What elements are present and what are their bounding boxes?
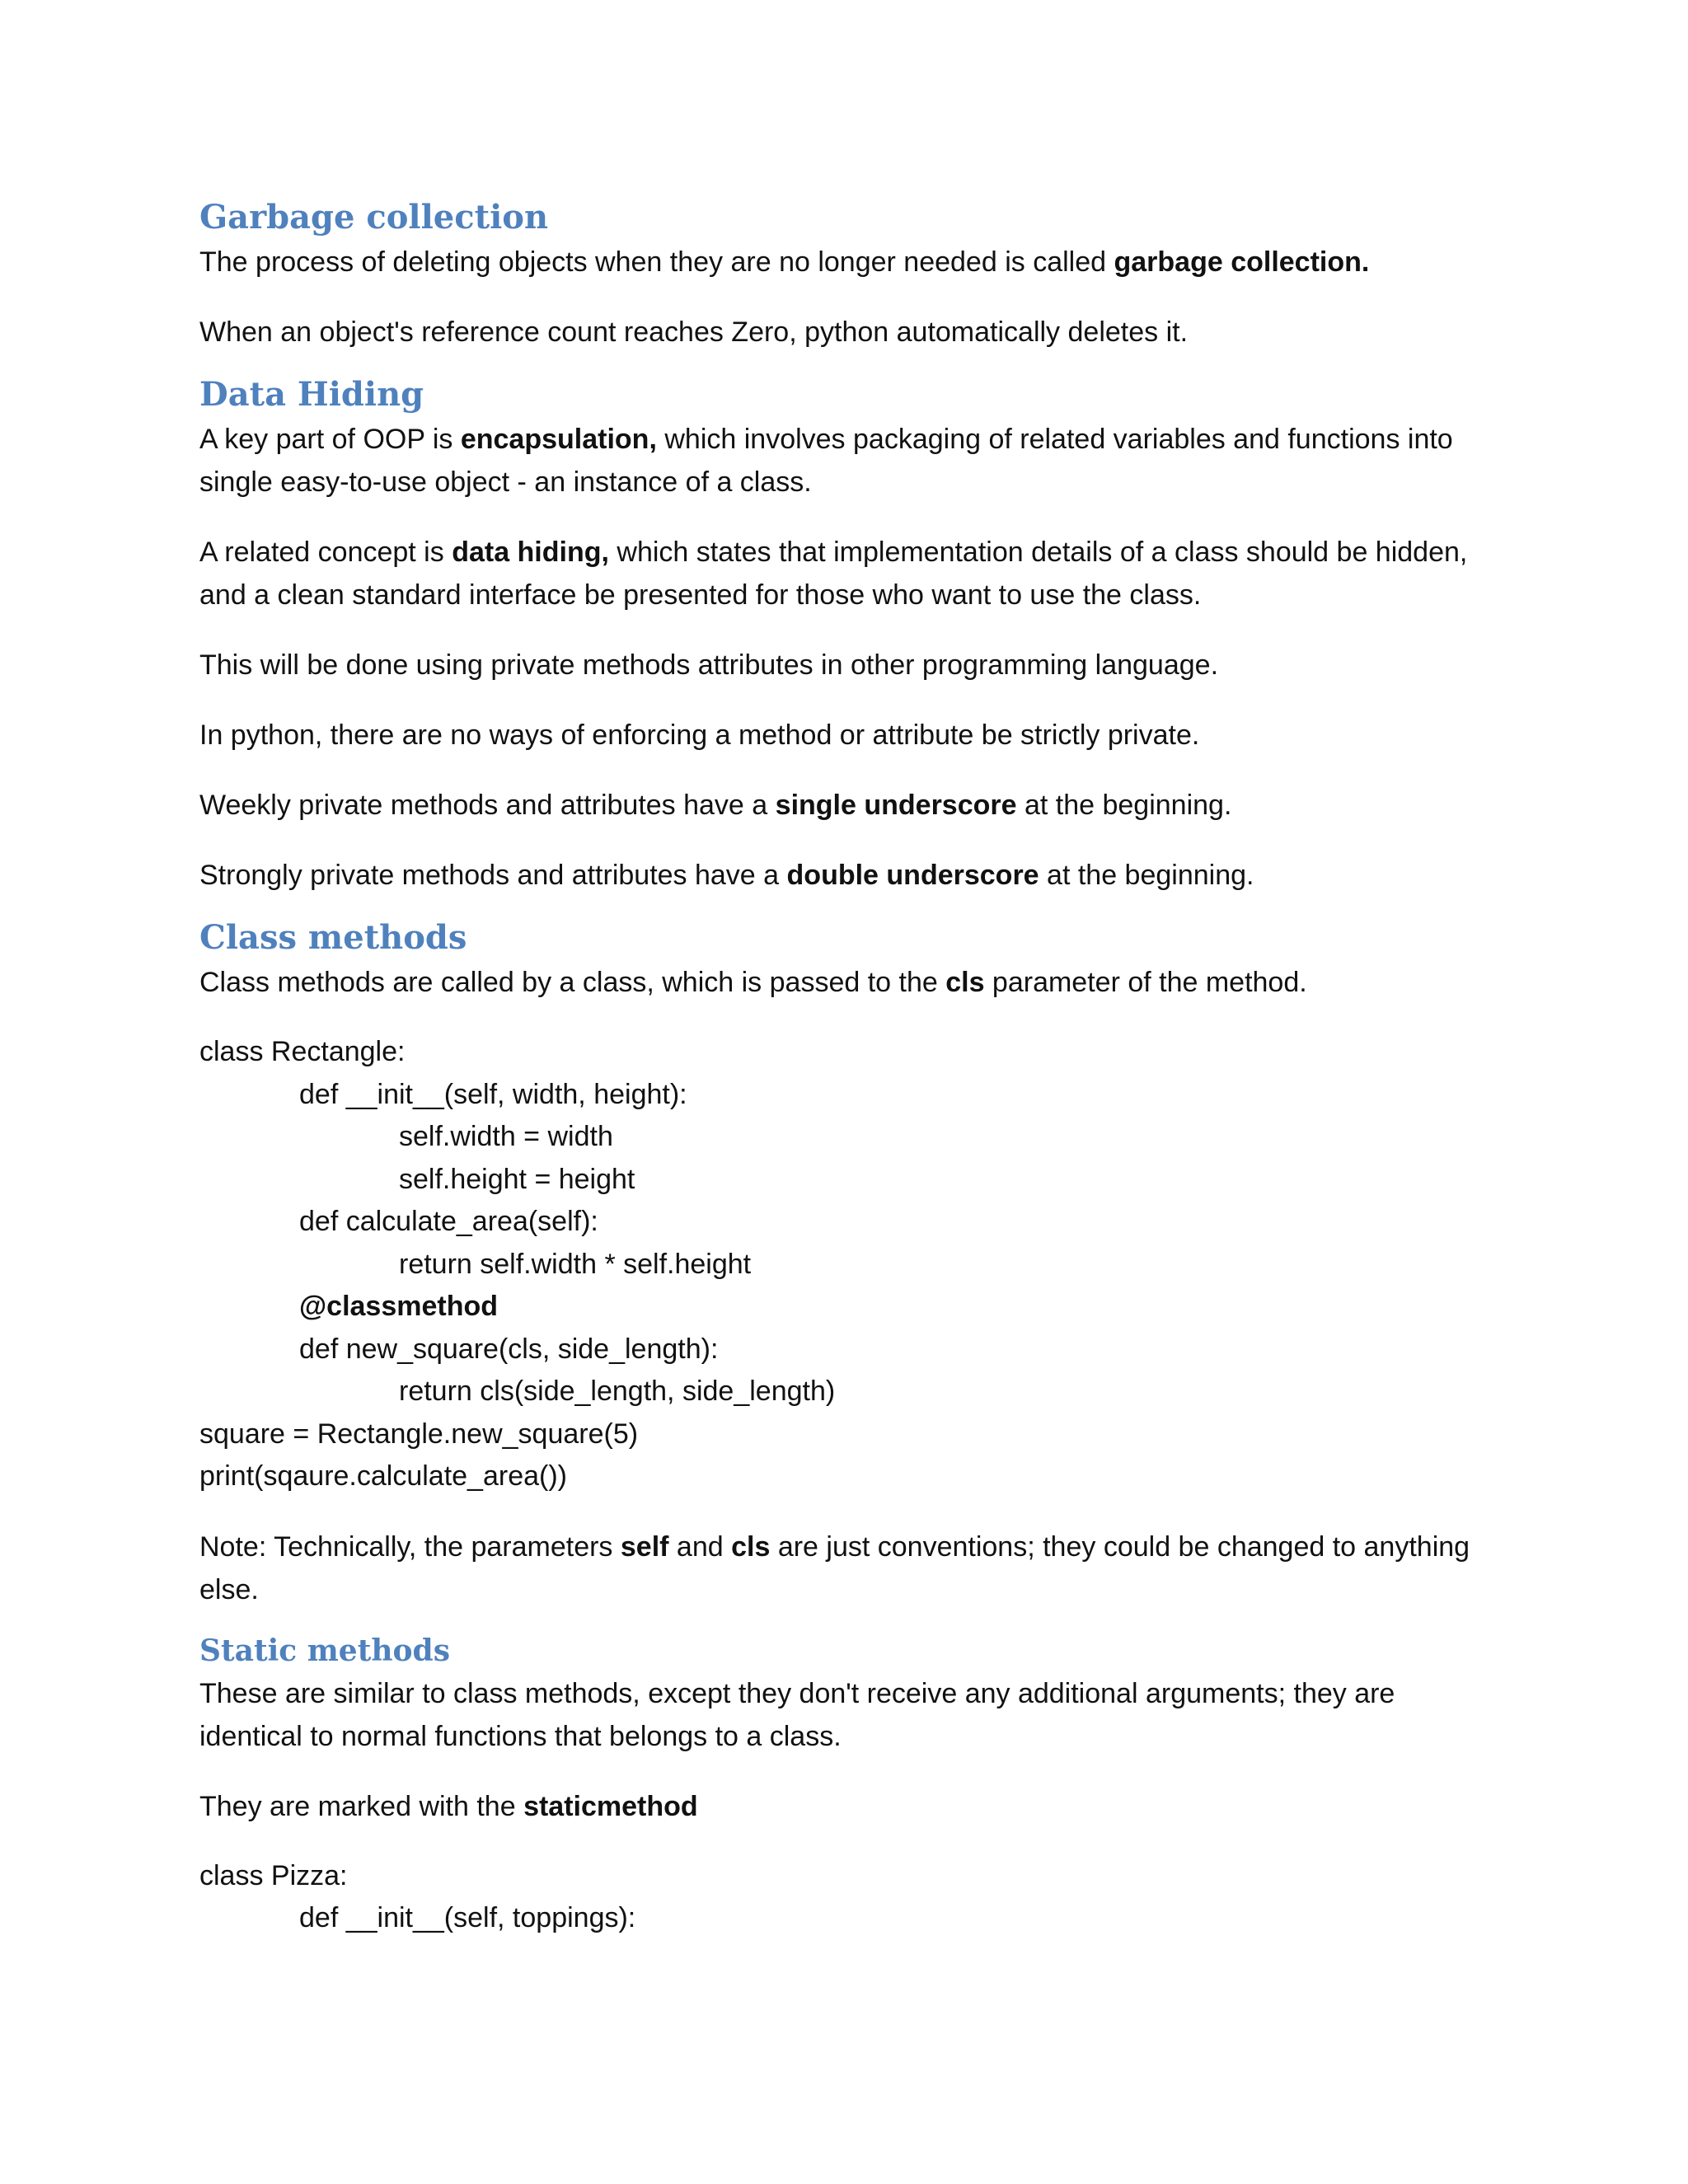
code-line: def new_square(cls, side_length): [299,1333,719,1365]
code-line: class Pizza: [199,1859,348,1891]
paragraph: When an object's reference count reaches Zero, python automatically deletes it. [199,316,1189,348]
text: Strongly private methods and attributes have a [199,860,787,891]
text: parameter of the method. [984,967,1307,998]
text: They are marked with the [199,1790,524,1822]
bold-term: staticmethod [523,1790,698,1822]
code-line: class Rectangle: [199,1036,406,1067]
text: Note: Technically, the parameters [199,1530,621,1563]
code-line: def calculate_area(self): [299,1206,598,1237]
code-block-rectangle [199,1031,1493,1498]
paragraph [199,418,1493,504]
bold-term: encapsulation, [460,424,657,455]
paragraph: These are similar to class methods, except they don't receive any additional arguments; they are identical to normal functions that belongs to a class. [199,1677,1395,1752]
page-content [199,194,1493,1967]
bold-term: garbage collection. [1114,246,1370,278]
heading-garbage-collection: Garbage collection [199,198,549,237]
bold-term: cls [731,1530,771,1563]
bold-term: self [620,1530,669,1563]
text: The process of deleting objects when they are no longer needed is called [199,246,1114,278]
text: at the beginning. [1016,790,1232,821]
code-block-pizza [199,1855,1493,1940]
text: and [668,1530,732,1563]
code-line-decorator [199,1286,1493,1329]
code-line: def __init__(self, toppings): [299,1902,636,1933]
text: A key part of OOP is [199,424,461,455]
code-line: print(sqaure.calculate_area()) [199,1460,567,1492]
paragraph [199,854,1493,897]
heading-data-hiding: Data Hiding [199,375,424,414]
heading-static-methods: Static methods [199,1633,450,1668]
text: A related concept is [199,537,452,568]
bold-term: data hiding, [452,537,609,568]
paragraph [199,784,1493,827]
paragraph: In python, there are no ways of enforcing a method or attribute be strictly private. [199,719,1200,751]
text: which involves packaging of related variables and functions into single easy-to-use object - an instance of a class. [199,424,1453,498]
text: which states that implementation details of a class should be hidden, and a clean standard interface be presented for those who want to use the class. [199,537,1468,611]
bold-term: cls [945,967,985,998]
text: are just conventions; they could be changed to anything else. [199,1530,1470,1605]
heading-class-methods: Class methods [199,918,467,957]
code-line: return cls(side_length, side_length) [399,1376,836,1407]
bold-term: single underscore [775,790,1017,821]
paragraph [199,241,1493,284]
text: Weekly private methods and attributes have a [199,790,776,821]
bold-term: double underscore [786,860,1039,891]
text: Class methods are called by a class, which is passed to the [199,967,946,998]
text: at the beginning. [1039,860,1254,891]
paragraph [199,531,1493,616]
code-line: def __init__(self, width, height): [299,1078,687,1110]
code-line: return self.width * self.height [399,1248,752,1280]
paragraph [199,1785,1493,1828]
paragraph [199,961,1493,1004]
code-line: square = Rectangle.new_square(5) [199,1418,639,1450]
paragraph: This will be done using private methods attributes in other programming language. [199,649,1219,681]
decorator-text: @classmethod [299,1291,499,1322]
code-line: self.width = width [399,1121,613,1152]
note-paragraph [199,1526,1493,1611]
code-line: self.height = height [399,1163,635,1195]
